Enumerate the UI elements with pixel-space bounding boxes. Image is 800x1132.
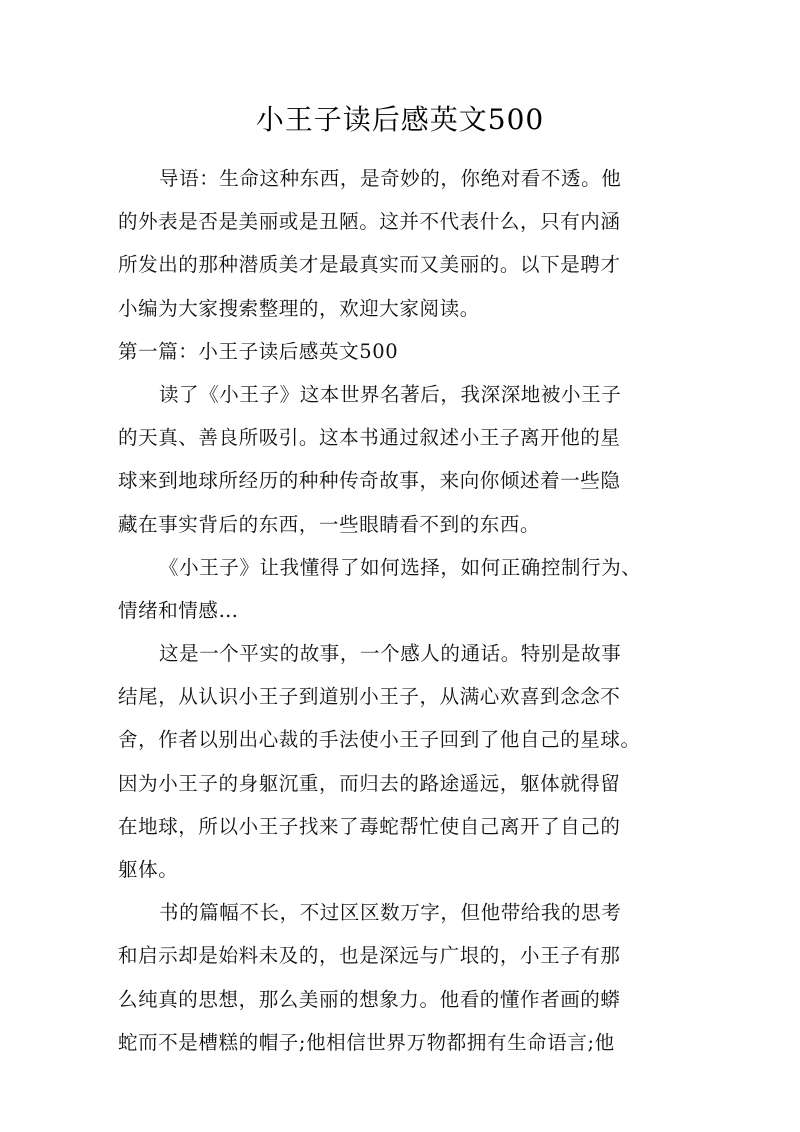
intro-line-2: 的外表是否是美丽或是丑陋。这并不代表什么，只有内涵	[118, 210, 621, 234]
paragraph-1-line-2: 的天真、善良所吸引。这本书通过叙述小王子离开他的星	[118, 426, 621, 450]
paragraph-3-line-6: 躯体。	[118, 858, 179, 881]
document-body	[118, 157, 666, 1064]
section-heading: 第一篇：小王子读后感英文500	[118, 339, 399, 363]
paragraph-2-line-1: 《小王子》让我懂得了如何选择，如何正确控制行为、	[159, 555, 642, 579]
document-title: 小王子读后感英文500	[255, 103, 545, 136]
intro-line-1: 导语：生命这种东西，是奇妙的，你绝对看不透。他	[159, 167, 622, 190]
paragraph-3-line-2: 结尾，从认识小王子到道别小王子，从满心欢喜到念念不	[118, 685, 621, 709]
paragraph-3-line-3: 舍，作者以别出心裁的手法使小王子回到了他自己的星球。	[118, 728, 641, 752]
paragraph-3-line-4: 因为小王子的身躯沉重，而归去的路途遥远，躯体就得留	[118, 771, 621, 795]
paragraph-1-line-4: 藏在事实背后的东西，一些眼睛看不到的东西。	[118, 512, 541, 536]
paragraph-1-line-1: 读了《小王子》这本世界名著后，我深深地被小王子	[159, 382, 622, 406]
intro-line-3: 所发出的那种潜质美才是最真实而又美丽的。以下是聘才	[118, 253, 621, 277]
paragraph-1-line-3: 球来到地球所经历的种种传奇故事，来向你倾述着一些隐	[118, 469, 621, 493]
paragraph-4-line-1: 书的篇幅不长，不过区区数万字，但他带给我的思考	[159, 901, 622, 925]
intro-line-4: 小编为大家搜索整理的，欢迎大家阅读。	[118, 296, 480, 320]
paragraph-4-line-4: 蛇而不是槽糕的帽子;他相信世界万物都拥有生命语言;他	[118, 1030, 615, 1054]
paragraph-3-line-5: 在地球，所以小王子找来了毒蛇帮忙使自己离开了自己的	[118, 814, 621, 838]
paragraph-2-line-2: 情绪和情感…	[118, 598, 239, 622]
paragraph-4-line-2: 和启示却是始料未及的，也是深远与广垠的，小王子有那	[118, 944, 621, 968]
paragraph-4-line-3: 么纯真的思想，那么美丽的想象力。他看的懂作者画的蟒	[118, 987, 621, 1011]
paragraph-3-line-1: 这是一个平实的故事，一个感人的通话。特别是故事	[159, 642, 622, 666]
